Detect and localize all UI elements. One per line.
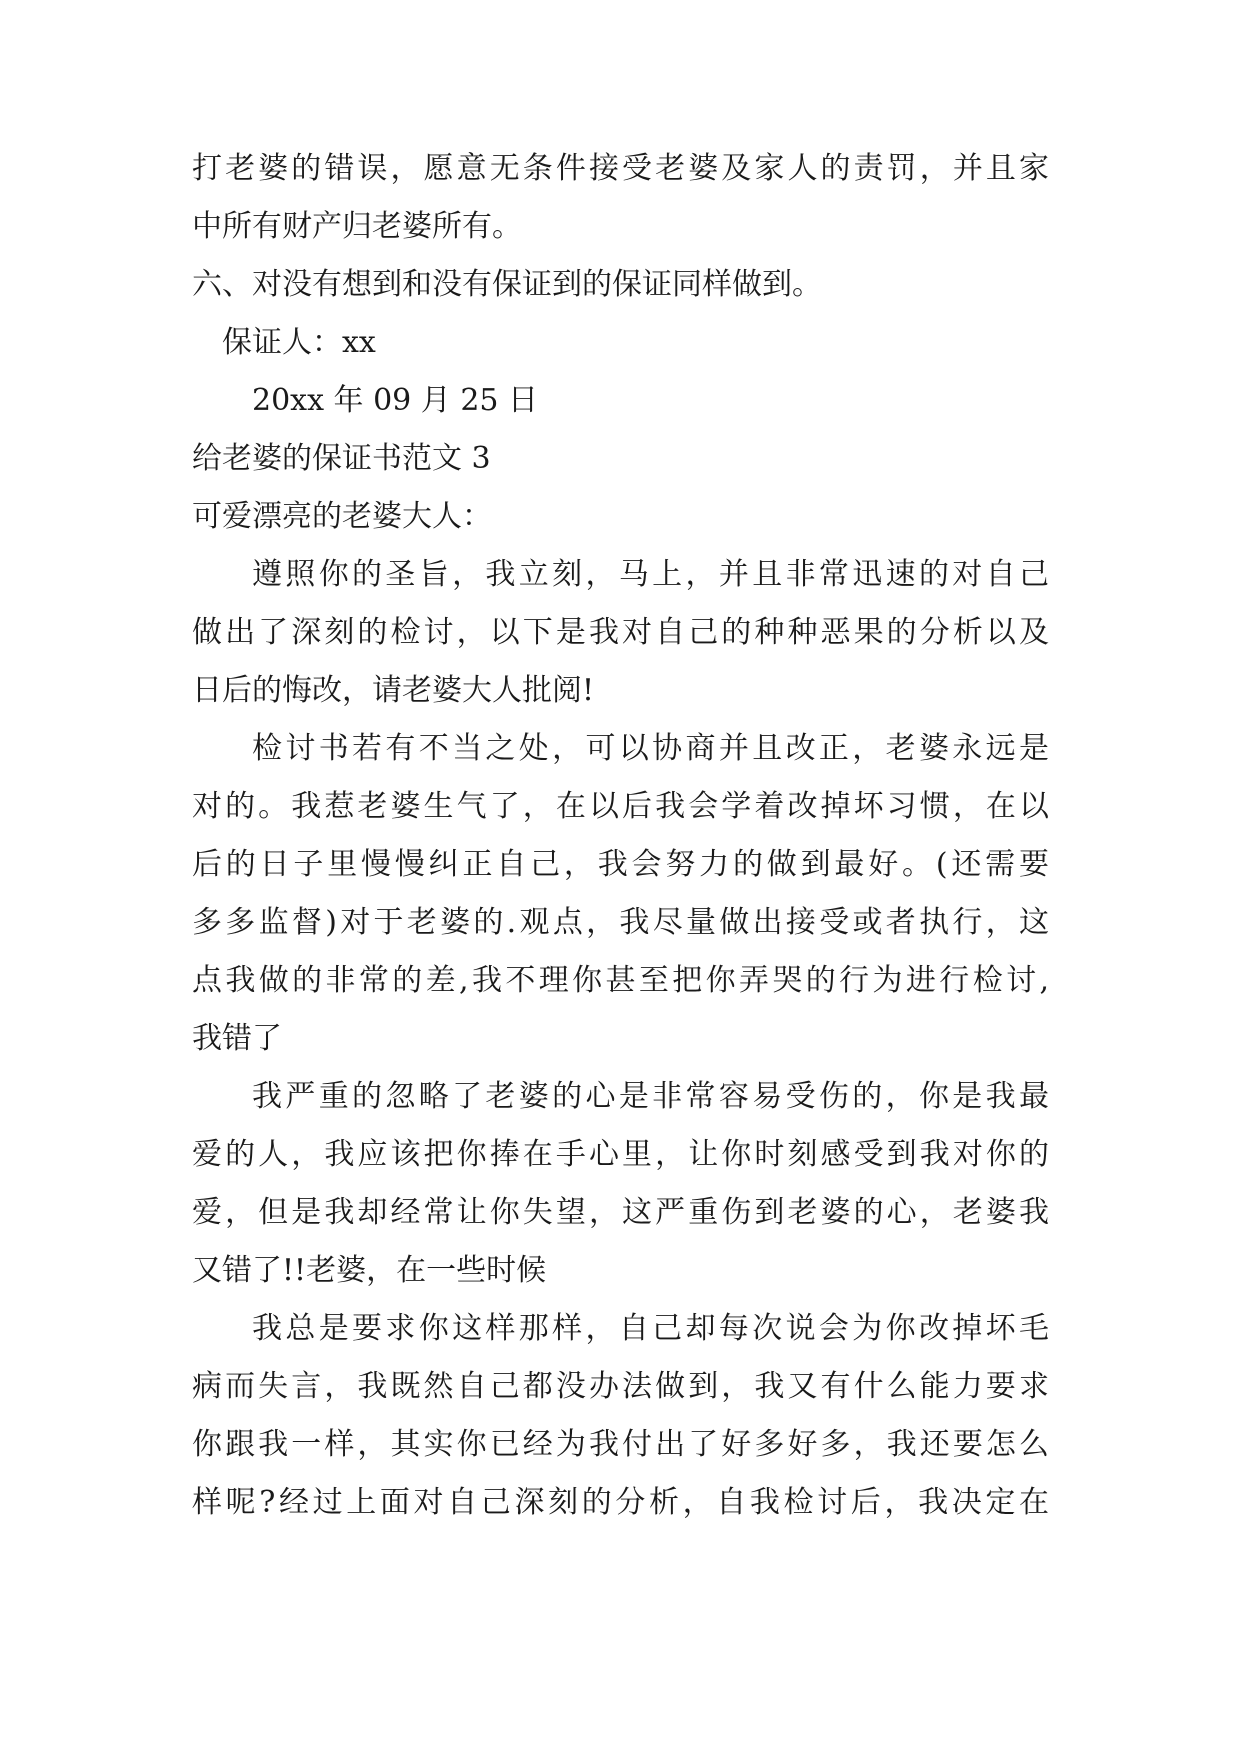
clause-six-line: 六、对没有想到和没有保证到的保证同样做到。 bbox=[192, 267, 822, 302]
paragraph-line: 爱的人，我应该把你捧在手心里，让你时刻感受到我对你的 bbox=[192, 1137, 1049, 1172]
paragraph-line: 点我做的非常的差,我不理你甚至把你弄哭的行为进行检讨, bbox=[192, 963, 1049, 998]
paragraph-line: 多多监督)对于老婆的.观点，我尽量做出接受或者执行，这 bbox=[192, 905, 1049, 940]
paragraph-line: 病而失言，我既然自己都没办法做到，我又有什么能力要求 bbox=[192, 1369, 1049, 1404]
paragraph-line: 我总是要求你这样那样，自己却每次说会为你改掉坏毛 bbox=[252, 1311, 1049, 1346]
paragraph-line: 做出了深刻的检讨，以下是我对自己的种种恶果的分析以及 bbox=[192, 615, 1049, 650]
paragraph-line: 爱，但是我却经常让你失望，这严重伤到老婆的心，老婆我 bbox=[192, 1195, 1049, 1230]
paragraph-line: 对的。我惹老婆生气了，在以后我会学着改掉坏习惯，在以 bbox=[192, 789, 1049, 824]
guarantor-line: 保证人：xx bbox=[222, 325, 376, 360]
paragraph-line: 样呢?经过上面对自己深刻的分析，自我检讨后，我决定在 bbox=[192, 1485, 1049, 1520]
paragraph-line: 日后的悔改，请老婆大人批阅! bbox=[192, 673, 595, 708]
paragraph-line: 后的日子里慢慢纠正自己，我会努力的做到最好。(还需要 bbox=[192, 847, 1049, 882]
salutation: 可爱漂亮的老婆大人： bbox=[192, 499, 492, 534]
section-title: 给老婆的保证书范文 3 bbox=[192, 441, 491, 476]
paragraph-line: 又错了!!老婆，在一些时候 bbox=[192, 1253, 547, 1288]
paragraph-line: 检讨书若有不当之处，可以协商并且改正，老婆永远是 bbox=[252, 731, 1049, 766]
paragraph-line: 中所有财产归老婆所有。 bbox=[192, 209, 522, 244]
paragraph-line: 你跟我一样，其实你已经为我付出了好多好多，我还要怎么 bbox=[192, 1427, 1049, 1462]
paragraph-line: 我错了 bbox=[192, 1021, 282, 1056]
date-line: 20xx 年 09 月 25 日 bbox=[252, 383, 539, 418]
paragraph-line: 打老婆的错误，愿意无条件接受老婆及家人的责罚，并且家 bbox=[192, 151, 1049, 186]
paragraph-line: 我严重的忽略了老婆的心是非常容易受伤的，你是我最 bbox=[252, 1079, 1049, 1114]
paragraph-line: 遵照你的圣旨，我立刻，马上，并且非常迅速的对自己 bbox=[252, 557, 1049, 592]
